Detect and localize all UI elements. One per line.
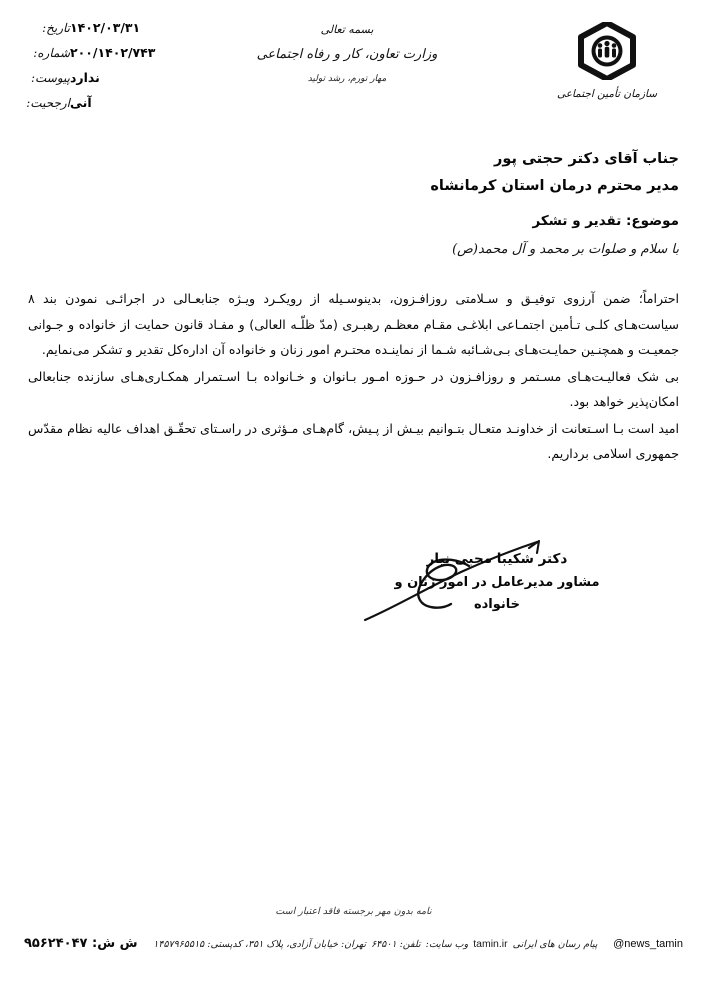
serial-number: ش ش: ۹۵۶۲۴۰۴۷: [24, 936, 138, 951]
addressee-block: [28, 146, 679, 200]
footer-bar: [24, 936, 683, 951]
ministry-name: وزارت تعاون، کار و رفاه اجتماعی: [256, 47, 438, 63]
website-label: وب سایت:: [425, 938, 469, 950]
year-slogan: مهار تورم، رشد تولید: [307, 73, 387, 84]
signatory-name: دکتر شکیبا محبی نیار: [426, 551, 568, 567]
number-value: ۲۰۰/۱۴۰۲/۷۴۳: [70, 45, 156, 60]
number-label: شماره:: [33, 46, 70, 60]
addressee-title: مدیر محترم درمان استان کرمانشاه: [430, 177, 679, 194]
contact-line: [153, 938, 597, 950]
organization-caption: سازمان تأمین اجتماعی: [556, 88, 658, 100]
subject-line: موضوع: تقدیر و تشکر: [532, 213, 679, 229]
social-handle[interactable]: @news_tamin: [613, 937, 683, 950]
date-label: تاریخ:: [42, 21, 70, 35]
attachment-value: ندارد: [70, 70, 100, 85]
priority-value: آنی: [70, 95, 92, 110]
header-fields: [0, 20, 300, 120]
salutation-line: با سلام و صلوات بر محمد و آل محمد(ص): [452, 242, 679, 257]
address-text: تهران: خیابان آزادی، پلاک ۳۵۱، کدپستی: ۱۴۵۷۹۶۵۵۱۵: [153, 938, 367, 950]
organization-logo-block: [537, 22, 677, 100]
addressee-name: جناب آقای دکتر حجتی پور: [494, 151, 679, 167]
signatory-title-line1: مشاور مدیرعامل در امور زنان و: [394, 574, 600, 590]
field-row-date: [0, 20, 300, 45]
basmala-text: بسمه تعالی: [320, 23, 374, 36]
date-value: ۱۴۰۲/۰۳/۳۱: [70, 20, 141, 35]
signatory-title-line2: خانواده: [473, 597, 521, 613]
validity-note: نامه بدون مهر برجسته فاقد اعتبار است: [275, 906, 432, 917]
attachment-label: پیوست:: [30, 71, 70, 85]
body-paragraph-1: احتراماً؛ ضمن آرزوی توفیـق و سـلامتی روزافـزون، بدینوسـیله از رویکـرد ویـژه جنابعـالی در اجرائـی نمودن بند ۸ سیاست‌هـای کلـی تـأمین اجتمـاعی ابلاغـی مقـام معظـم رهبـری (مدّ ظلّـه العالی) و مفـاد قانون حمایت از خانواده و جـوانی جمعیـت و همچنـین حمایـت‌هـای بـی‌شـائبه شـما از نماینـده محتـرم امور زنان و خانواده آن اداره‌کل تقدیر و تشکر می‌نمایم.: [28, 291, 679, 357]
social-security-hexagon-logo-icon: [537, 22, 677, 84]
letter-header: [0, 14, 707, 134]
signature-block: [287, 548, 707, 617]
field-row-number: [0, 45, 300, 70]
field-row-priority: [0, 95, 300, 120]
priority-label: ارجحیت:: [26, 96, 70, 110]
body-paragraph-3: امید است بـا اسـتعانت از خداونـد متعـال بتـوانیم بیـش از پـیش، گام‌هـای مـؤثری در راسـتای تحقّـق اهداف عالیه نظام مقدّس جمهوری اسلامی برداریم.: [28, 420, 679, 461]
letter-body: [28, 286, 679, 468]
website-url[interactable]: tamin.ir: [473, 937, 508, 950]
messengers-label: پیام رسان های ایرانی: [512, 938, 598, 950]
field-row-attachment: [0, 70, 300, 95]
body-paragraph-2: بی شک فعالیـت‌هـای مسـتمر و روزافـزون در حـوزه امـور بـانوان و خـانواده بـا اسـتمرار همکـاری‌هـای سازنده جنابعالی امکان‌پذیر خواهد بود.: [28, 368, 679, 409]
phone-text: تلفن: ۶۴۵۰۱: [371, 938, 421, 950]
